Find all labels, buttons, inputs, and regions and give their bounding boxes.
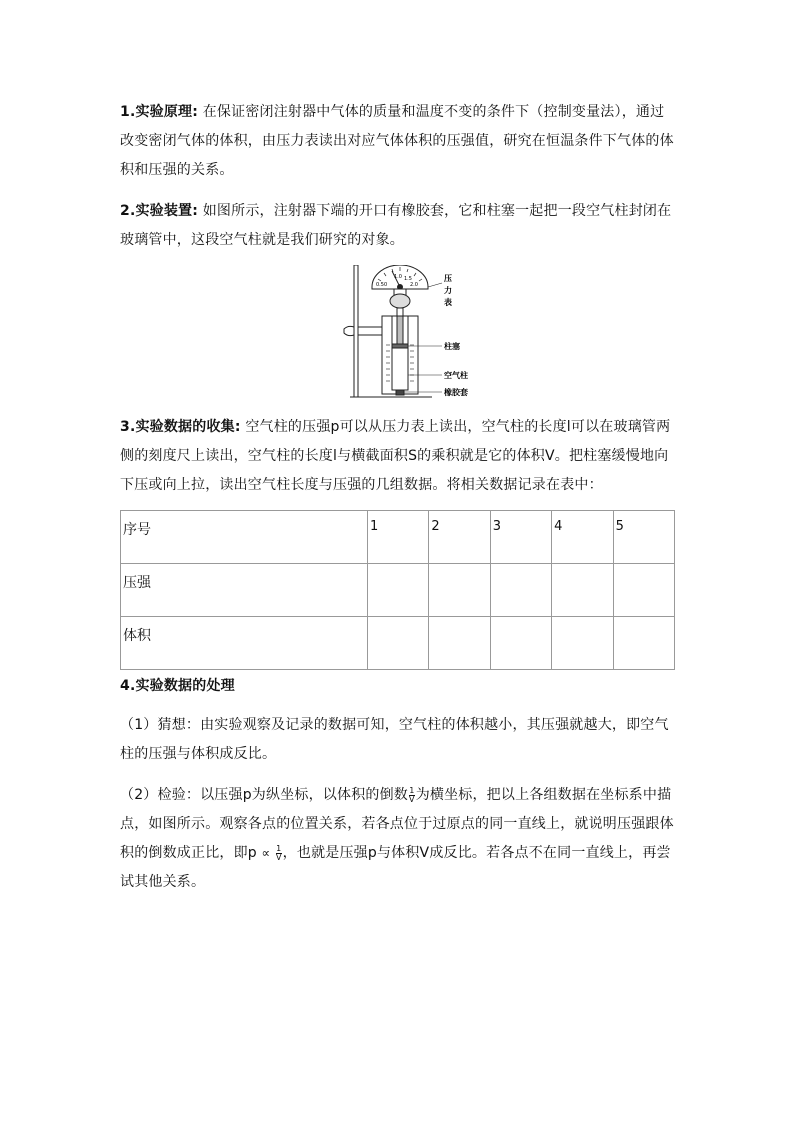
data-table: [120, 510, 675, 670]
apparatus-figure: [342, 265, 502, 405]
label-plunger: 柱塞: [444, 342, 460, 351]
table-cell: [552, 564, 613, 617]
table-cell: 1: [368, 511, 429, 564]
data-processing-heading: 4.实验数据的处理: [120, 678, 235, 694]
apparatus-text: 如图所示，注射器下端的开口有橡胶套，它和柱塞一起把一段空气柱封闭在玻璃管中，这段空气柱就是我们研究的对象。: [120, 203, 672, 248]
apparatus-diagram: [342, 265, 502, 405]
label-gauge-3: 表: [444, 298, 452, 307]
table-row-label: 压强: [121, 564, 368, 617]
label-gauge-1: 压: [444, 274, 452, 283]
gauge-scale-2: 1.5: [404, 276, 412, 282]
principle-heading: 1.实验原理:: [120, 104, 199, 120]
gauge-scale-4: 0.5: [376, 282, 384, 288]
table-cell: [613, 617, 674, 670]
verification-text-c: ，也就是压强p与体积V成反比。若各点不在同一直线上，再尝试其他关系。: [120, 845, 671, 890]
verification-text-a: （2）检验：以压强p为纵坐标，以体积的倒数: [120, 787, 408, 803]
label-rubber-cap: 橡胶套: [444, 388, 468, 397]
table-cell: 2: [429, 511, 490, 564]
table-cell: [368, 564, 429, 617]
fraction-denominator-2: V: [275, 852, 282, 862]
verification-paragraph: [120, 781, 675, 897]
table-cell: [490, 564, 551, 617]
table-cell: 4: [552, 511, 613, 564]
verification-text-b: 为横坐标，把以上各组数据在坐标系中描点，如图所示。观察各点的位置关系，若各点位于过原点的同一直线上，就说明压强跟体积的倒数成正比，即p: [120, 787, 674, 861]
principle-text: 在保证密闭注射器中气体的质量和温度不变的条件下（控制变量法），通过改变密闭气体的体积，由压力表读出对应气体体积的压强值，研究在恒温条件下气体的体积和压强的关系。: [120, 104, 674, 178]
section-data-collection: [120, 413, 675, 500]
table-cell: [552, 617, 613, 670]
table-cell: 3: [490, 511, 551, 564]
section-apparatus: [120, 197, 675, 255]
table-cell: [368, 617, 429, 670]
gauge-scale-3: 2.0: [410, 282, 418, 288]
table-row: [121, 617, 675, 670]
table-row: [121, 511, 675, 564]
table-cell: [613, 564, 674, 617]
document-page: [120, 98, 675, 897]
fraction-numerator: 1: [409, 785, 415, 795]
proportional-symbol: ∝: [261, 846, 271, 860]
apparatus-heading: 2.实验装置:: [120, 203, 199, 219]
section-data-processing-heading: [120, 672, 675, 701]
fraction-one-over-v: [409, 787, 415, 804]
fraction-one-over-v-2: [276, 845, 282, 862]
table-cell: [490, 617, 551, 670]
label-gauge-2: 力: [444, 286, 452, 295]
table-cell: [429, 617, 490, 670]
gauge-scale-1: 1.0: [394, 274, 402, 280]
data-collection-text: 空气柱的压强p可以从压力表上读出，空气柱的长度l可以在玻璃管两侧的刻度尺上读出，空气柱的长度l与横截面积S的乘积就是它的体积V。把柱塞缓慢地向下压或向上拉，读出空气柱长度与压强的几组数据。将相关数据记录在表中：: [120, 419, 671, 493]
gauge-scale-5: 0: [384, 282, 388, 288]
hypothesis-paragraph: （1）猜想：由实验观察及记录的数据可知，空气柱的体积越小，其压强就越大，即空气柱的压强与体积成反比。: [120, 717, 669, 762]
table-cell: 5: [613, 511, 674, 564]
table-row: [121, 564, 675, 617]
table-cell: [429, 564, 490, 617]
fraction-denominator: V: [409, 794, 415, 804]
table-row-label: 序号: [121, 511, 368, 564]
table-row-label: 体积: [121, 617, 368, 670]
fraction-numerator-2: 1: [276, 843, 282, 853]
section-principle: [120, 98, 675, 185]
data-collection-heading: 3.实验数据的收集:: [120, 419, 241, 435]
label-air-column: 空气柱: [444, 371, 468, 380]
